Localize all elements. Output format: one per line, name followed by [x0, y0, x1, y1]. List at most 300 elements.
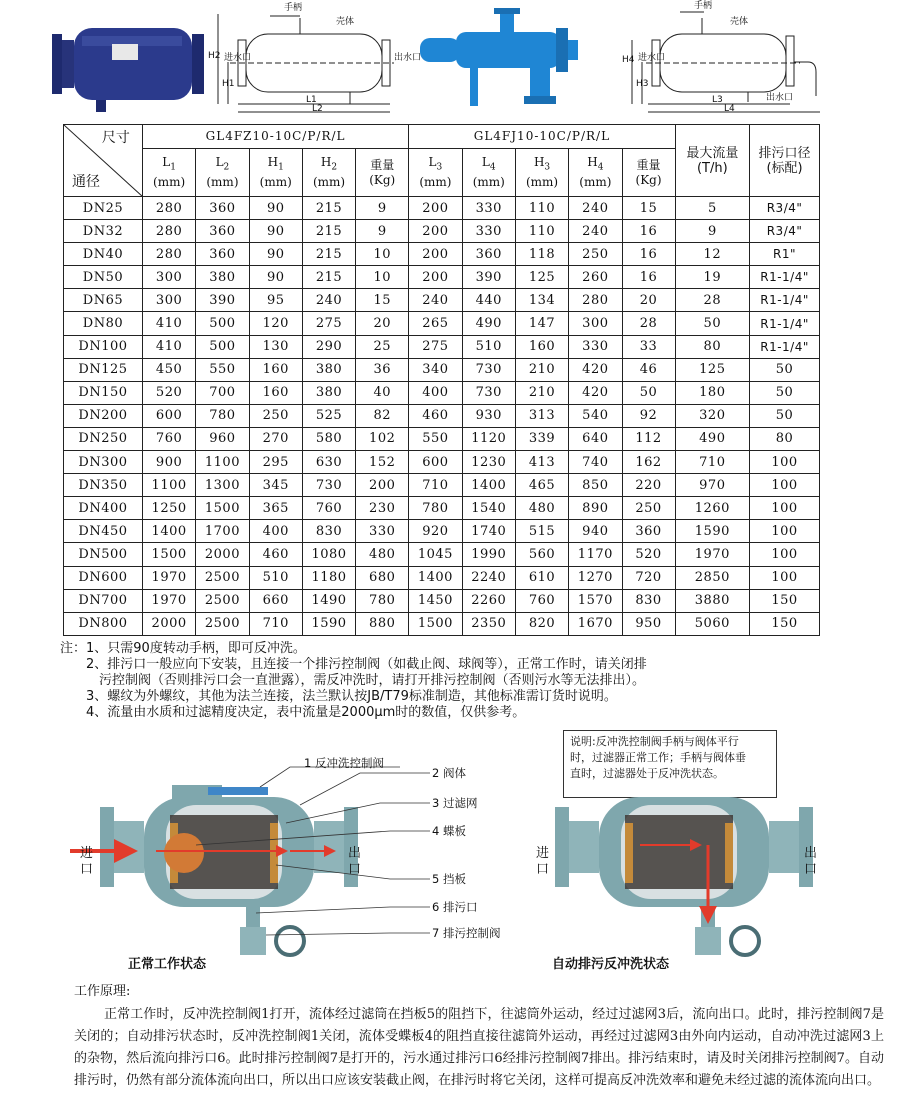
table-cell: 480 — [356, 543, 409, 566]
column-unit: (mm) — [312, 175, 346, 190]
table-cell: 900 — [142, 451, 195, 474]
table-cell: 1170 — [569, 543, 622, 566]
table-cell: 640 — [569, 427, 622, 450]
table-cell: 380 — [302, 381, 355, 404]
explain-line: 时，过滤器正常工作；手柄与阀体垂 — [570, 751, 746, 764]
table-cell: 720 — [622, 566, 675, 589]
dn-cell: DN25 — [64, 197, 143, 220]
table-cell: 90 — [249, 243, 302, 266]
explain-line: 说明:反冲洗控制阀手柄与阀体平行 — [570, 735, 739, 748]
dn-cell: DN300 — [64, 451, 143, 474]
table-cell: 1500 — [142, 543, 195, 566]
table-cell: 1540 — [462, 497, 515, 520]
table-cell: 450 — [142, 358, 195, 381]
table-cell: 2350 — [462, 612, 515, 635]
table-cell: 200 — [409, 220, 462, 243]
table-row — [64, 474, 820, 497]
spec-table — [63, 124, 820, 636]
table-cell: 345 — [249, 474, 302, 497]
table-cell: 510 — [249, 566, 302, 589]
dim-l1: L1 — [306, 95, 317, 105]
corner-size-label: 尺寸 — [101, 130, 130, 146]
table-cell: R3/4" — [750, 220, 820, 243]
inlet-label-normal: 进 口 — [80, 846, 94, 877]
table-row — [64, 543, 820, 566]
table-cell: 970 — [675, 474, 750, 497]
table-cell: 465 — [515, 474, 568, 497]
notes — [60, 641, 890, 721]
table-cell: 275 — [409, 335, 462, 358]
outlet-label-right: 出水口 — [766, 93, 794, 103]
table-cell: 160 — [249, 358, 302, 381]
table-cell: 1400 — [409, 566, 462, 589]
table-cell: 960 — [196, 427, 249, 450]
table-cell: 1450 — [409, 589, 462, 612]
table-cell: 250 — [249, 404, 302, 427]
table-cell: 540 — [569, 404, 622, 427]
table-row — [64, 451, 820, 474]
table-cell: 1500 — [196, 497, 249, 520]
table-cell: 1970 — [675, 543, 750, 566]
table-cell: 360 — [462, 243, 515, 266]
dn-cell: DN100 — [64, 335, 143, 358]
shell-label: 壳体 — [336, 17, 355, 27]
table-cell: 102 — [356, 427, 409, 450]
table-cell: 80 — [675, 335, 750, 358]
table-cell: 90 — [249, 220, 302, 243]
table-cell: 290 — [302, 335, 355, 358]
column-header — [249, 149, 302, 197]
table-cell: 5060 — [675, 612, 750, 635]
table-cell: 50 — [750, 381, 820, 404]
table-cell: 280 — [569, 289, 622, 312]
table-cell: 50 — [750, 404, 820, 427]
column-symbol: 重量 — [636, 157, 661, 172]
table-cell: 100 — [750, 451, 820, 474]
table-cell: 460 — [249, 543, 302, 566]
dn-cell: DN125 — [64, 358, 143, 381]
outlet-label-backwash: 出 口 — [804, 846, 818, 877]
table-cell: 250 — [569, 243, 622, 266]
table-cell: 50 — [622, 381, 675, 404]
table-cell: 230 — [356, 497, 409, 520]
note-line: 污控制阀（否则排污口会一直泄露），需反冲洗时，请打开排污控制阀（否则污水等无法排出）。 — [60, 673, 646, 688]
table-cell: 550 — [409, 427, 462, 450]
table-cell: 390 — [462, 266, 515, 289]
table-cell: 280 — [142, 220, 195, 243]
table-cell: 1970 — [142, 566, 195, 589]
table-cell: 10 — [356, 243, 409, 266]
table-cell: 1120 — [462, 427, 515, 450]
table-cell: 100 — [750, 497, 820, 520]
table-cell: 500 — [196, 335, 249, 358]
table-cell: 515 — [515, 520, 568, 543]
table-cell: 36 — [356, 358, 409, 381]
table-cell: 134 — [515, 289, 568, 312]
table-cell: 160 — [515, 335, 568, 358]
table-cell: 490 — [675, 427, 750, 450]
table-cell: 180 — [675, 381, 750, 404]
table-cell: 260 — [569, 266, 622, 289]
backwash-state-diagram — [555, 797, 813, 955]
column-unit: (mm) — [153, 175, 186, 190]
table-cell: 2500 — [196, 612, 249, 635]
table-cell: 480 — [515, 497, 568, 520]
table-cell: 1270 — [569, 566, 622, 589]
corner-dn-label: 通径 — [72, 174, 100, 190]
table-cell: 147 — [515, 312, 568, 335]
table-cell: 820 — [515, 612, 568, 635]
inlet-label-right: 进水口 — [638, 53, 666, 63]
callout-baffle: 5 挡板 — [432, 872, 466, 886]
table-cell: 520 — [142, 381, 195, 404]
column-header — [196, 149, 249, 197]
table-cell: 16 — [622, 243, 675, 266]
column-unit: (mm) — [525, 175, 559, 190]
outlet-label-normal: 出 口 — [348, 846, 362, 877]
table-cell: 830 — [302, 520, 355, 543]
table-cell: 360 — [622, 520, 675, 543]
table-cell: 1670 — [569, 612, 622, 635]
table-cell: 710 — [675, 451, 750, 474]
column-symbol: L — [215, 154, 224, 169]
table-cell: 320 — [675, 404, 750, 427]
callout-backwash-valve: 1 反冲洗控制阀 — [304, 756, 384, 770]
table-cell: 1570 — [569, 589, 622, 612]
column-symbol: H — [267, 154, 279, 169]
table-cell: 700 — [196, 381, 249, 404]
table-cell: 1230 — [462, 451, 515, 474]
dn-cell: DN200 — [64, 404, 143, 427]
table-cell: 580 — [302, 427, 355, 450]
table-row — [64, 497, 820, 520]
dn-cell: DN40 — [64, 243, 143, 266]
group-header-fj: GL4FJ10-10C/P/R/L — [409, 125, 675, 149]
table-cell: 760 — [142, 427, 195, 450]
table-cell: 3880 — [675, 589, 750, 612]
table-cell: R1-1/4" — [750, 312, 820, 335]
table-cell: 525 — [302, 404, 355, 427]
table-cell: 2000 — [196, 543, 249, 566]
table-cell: 490 — [462, 312, 515, 335]
table-cell: 730 — [462, 358, 515, 381]
table-cell: 25 — [356, 335, 409, 358]
table-cell: 420 — [569, 358, 622, 381]
table-cell: 360 — [196, 243, 249, 266]
table-cell: R1-1/4" — [750, 266, 820, 289]
column-symbol: L — [428, 154, 437, 169]
table-cell: 1100 — [142, 474, 195, 497]
table-cell: 28 — [675, 289, 750, 312]
table-cell: 340 — [409, 358, 462, 381]
table-cell: 80 — [750, 427, 820, 450]
column-symbol: H — [320, 154, 332, 169]
column-unit: (mm) — [419, 175, 452, 190]
table-cell: 9 — [356, 220, 409, 243]
filter-photo-blue — [420, 8, 578, 106]
column-subscript: 3 — [436, 162, 443, 173]
explain-line: 直时，过滤器处于反冲洗状态。 — [570, 767, 724, 780]
table-cell: 280 — [142, 243, 195, 266]
table-cell: 220 — [622, 474, 675, 497]
table-cell: 5 — [675, 197, 750, 220]
table-cell: 760 — [302, 497, 355, 520]
table-cell: 95 — [249, 289, 302, 312]
table-row — [64, 243, 820, 266]
table-cell: 440 — [462, 289, 515, 312]
table-cell: 780 — [409, 497, 462, 520]
table-cell: 265 — [409, 312, 462, 335]
table-cell: 120 — [249, 312, 302, 335]
table-cell: 152 — [356, 451, 409, 474]
table-cell: 2000 — [142, 612, 195, 635]
table-cell: 150 — [750, 589, 820, 612]
table-cell: 1300 — [196, 474, 249, 497]
table-cell: 215 — [302, 197, 355, 220]
dim-h1: H1 — [222, 79, 235, 89]
group-header-fz: GL4FZ10-10C/P/R/L — [142, 125, 408, 149]
handle-label-right: 手柄 — [694, 1, 713, 11]
table-cell: 400 — [409, 381, 462, 404]
table-cell: 280 — [142, 197, 195, 220]
table-cell: 1490 — [302, 589, 355, 612]
table-row — [64, 358, 820, 381]
table-cell: 9 — [675, 220, 750, 243]
corner-cell — [64, 125, 143, 197]
table-cell: 100 — [750, 474, 820, 497]
table-cell: 365 — [249, 497, 302, 520]
table-cell: 1500 — [409, 612, 462, 635]
max-flow-header: 最大流量 (T/h) — [675, 125, 750, 197]
dn-cell: DN150 — [64, 381, 143, 404]
table-cell: 380 — [302, 358, 355, 381]
table-cell: 15 — [356, 289, 409, 312]
table-row — [64, 312, 820, 335]
table-cell: R1-1/4" — [750, 289, 820, 312]
table-cell: 162 — [622, 451, 675, 474]
dim-l2: L2 — [312, 104, 323, 114]
table-cell: 1590 — [675, 520, 750, 543]
table-cell: 110 — [515, 197, 568, 220]
dim-h3: H3 — [636, 79, 649, 89]
note-line: 4、流量由水质和过滤精度决定，表中流量是2000μm时的数值，仅供参考。 — [60, 705, 526, 720]
table-row — [64, 566, 820, 589]
table-cell: 630 — [302, 451, 355, 474]
column-symbol: L — [481, 154, 490, 169]
column-unit: (Kg) — [635, 172, 662, 187]
table-cell: 125 — [515, 266, 568, 289]
column-subscript: 2 — [331, 162, 338, 173]
dn-cell: DN500 — [64, 543, 143, 566]
note-line: 2、排污口一般应向下安装，且连接一个排污控制阀（如截止阀、球阀等），正常工作时，请关闭排 — [60, 657, 647, 672]
inlet-label-backwash: 进 口 — [536, 846, 550, 877]
table-cell: 100 — [750, 566, 820, 589]
table-cell: 19 — [675, 266, 750, 289]
table-cell: 20 — [356, 312, 409, 335]
table-cell: 118 — [515, 243, 568, 266]
table-cell: 46 — [622, 358, 675, 381]
table-cell: 420 — [569, 381, 622, 404]
table-cell: 240 — [569, 197, 622, 220]
table-row — [64, 220, 820, 243]
table-cell: 1700 — [196, 520, 249, 543]
dim-h4: H4 — [622, 55, 635, 65]
column-symbol: 重量 — [370, 157, 395, 172]
handle-label: 手柄 — [284, 3, 303, 13]
table-cell: 33 — [622, 335, 675, 358]
column-subscript: 2 — [223, 162, 230, 173]
table-cell: 850 — [569, 474, 622, 497]
drain-size-header: 排污口径 (标配) — [750, 125, 820, 197]
table-cell: 20 — [622, 289, 675, 312]
table-cell: 360 — [196, 197, 249, 220]
column-subscript: 1 — [278, 162, 284, 173]
table-cell: R3/4" — [750, 197, 820, 220]
table-row — [64, 289, 820, 312]
table-cell: 380 — [196, 266, 249, 289]
outlet-label-top: 出水口 — [394, 53, 422, 63]
table-cell: 200 — [409, 197, 462, 220]
table-cell: 740 — [569, 451, 622, 474]
callout-drain: 6 排污口 — [432, 900, 478, 914]
table-cell: 1740 — [462, 520, 515, 543]
column-header — [409, 149, 462, 197]
dn-cell: DN50 — [64, 266, 143, 289]
table-cell: 240 — [409, 289, 462, 312]
dn-cell: DN65 — [64, 289, 143, 312]
table-cell: 240 — [302, 289, 355, 312]
table-cell: 920 — [409, 520, 462, 543]
backwash-state-caption: 自动排污反冲洗状态 — [552, 957, 670, 972]
column-subscript: 1 — [170, 162, 176, 173]
dn-cell: DN32 — [64, 220, 143, 243]
table-cell: 413 — [515, 451, 568, 474]
table-cell: 240 — [569, 220, 622, 243]
column-header — [622, 149, 675, 197]
table-row — [64, 266, 820, 289]
table-cell: 1260 — [675, 497, 750, 520]
table-row — [64, 197, 820, 220]
table-cell: 710 — [249, 612, 302, 635]
column-header — [515, 149, 568, 197]
table-cell: 270 — [249, 427, 302, 450]
table-cell: 2850 — [675, 566, 750, 589]
dn-cell: DN700 — [64, 589, 143, 612]
dn-cell: DN80 — [64, 312, 143, 335]
table-cell: 313 — [515, 404, 568, 427]
table-cell: 1400 — [462, 474, 515, 497]
table-cell: 339 — [515, 427, 568, 450]
dn-cell: DN250 — [64, 427, 143, 450]
product-figures — [0, 0, 900, 118]
table-cell: 940 — [569, 520, 622, 543]
column-symbol: H — [533, 154, 545, 169]
table-cell: 830 — [622, 589, 675, 612]
filter-photo-navy — [52, 28, 204, 112]
table-cell: 2240 — [462, 566, 515, 589]
table-cell: 330 — [356, 520, 409, 543]
column-unit: (mm) — [206, 175, 239, 190]
table-cell: 600 — [142, 404, 195, 427]
table-row — [64, 612, 820, 635]
table-cell: 1990 — [462, 543, 515, 566]
column-unit: (mm) — [579, 175, 612, 190]
table-cell: 460 — [409, 404, 462, 427]
table-cell: R1" — [750, 243, 820, 266]
column-header — [356, 149, 409, 197]
table-cell: 1400 — [142, 520, 195, 543]
table-cell: 200 — [409, 266, 462, 289]
note-line: 3、螺纹为外螺纹，其他为法兰连接，法兰默认按JB/T79标准制造，其他标准需订货时说明。 — [60, 689, 617, 704]
table-cell: 1100 — [196, 451, 249, 474]
table-cell: 92 — [622, 404, 675, 427]
table-cell: 510 — [462, 335, 515, 358]
table-row — [64, 520, 820, 543]
table-cell: 780 — [196, 404, 249, 427]
callout-drain-valve: 7 排污控制阀 — [432, 926, 501, 940]
table-cell: 130 — [249, 335, 302, 358]
table-cell: 330 — [462, 220, 515, 243]
table-cell: 90 — [249, 197, 302, 220]
dim-h2: H2 — [208, 51, 221, 61]
table-cell: 680 — [356, 566, 409, 589]
table-cell: 160 — [249, 381, 302, 404]
table-cell: 550 — [196, 358, 249, 381]
table-cell: 210 — [515, 358, 568, 381]
table-cell: 300 — [142, 266, 195, 289]
table-cell: 610 — [515, 566, 568, 589]
table-cell: 100 — [750, 543, 820, 566]
inlet-label-top: 进水口 — [224, 53, 252, 63]
column-symbol: H — [587, 154, 598, 169]
principle-text: 正常工作时，反冲洗控制阀1打开，流体经过滤筒在挡板5的阻挡下，往滤筒外运动，经过过滤网3后，流向出口。此时，排污控制阀7是关闭的；自动排污状态时，反冲洗控制阀1关闭，流体受蝶板4的阻挡直接往滤筒外运动，再经过过滤网3由外向内运动，自动冲洗过滤网3上的杂物，然后流向排污口6。此时排污控制阀7是打开的，污水通过排污口6经排污控制阀7排出。排污结束时，请及时关闭排污控制阀7。自动排污时，仍然有部分流体流向出口，所以出口应该安装截止阀，在排污时将它关闭，这样可提高反冲洗效率和避免未经过滤的流体流向出口。 — [74, 1007, 884, 1088]
table-cell: 215 — [302, 220, 355, 243]
table-cell: 300 — [142, 289, 195, 312]
table-cell: 730 — [462, 381, 515, 404]
table-cell: 880 — [356, 612, 409, 635]
callout-butterfly-plate: 4 蝶板 — [432, 824, 466, 838]
dn-cell: DN350 — [64, 474, 143, 497]
table-cell: 2500 — [196, 589, 249, 612]
table-cell: 710 — [409, 474, 462, 497]
dn-cell: DN450 — [64, 520, 143, 543]
table-row — [64, 381, 820, 404]
table-cell: 295 — [249, 451, 302, 474]
table-cell: 300 — [569, 312, 622, 335]
table-cell: 40 — [356, 381, 409, 404]
table-cell: 10 — [356, 266, 409, 289]
shell-label-right: 壳体 — [730, 17, 749, 27]
table-row — [64, 404, 820, 427]
table-cell: 250 — [622, 497, 675, 520]
dn-cell: DN600 — [64, 566, 143, 589]
table-cell: 730 — [302, 474, 355, 497]
column-header — [569, 149, 622, 197]
table-cell: 110 — [515, 220, 568, 243]
table-cell: 28 — [622, 312, 675, 335]
table-row — [64, 589, 820, 612]
dn-cell: DN400 — [64, 497, 143, 520]
column-unit: (mm) — [472, 175, 505, 190]
callout-body: 2 阀体 — [432, 766, 466, 780]
column-unit: (Kg) — [369, 172, 396, 187]
table-cell: 760 — [515, 589, 568, 612]
principle-title: 工作原理: — [74, 984, 131, 999]
table-cell: 16 — [622, 266, 675, 289]
working-principle — [74, 981, 884, 1092]
column-subscript: 4 — [489, 162, 496, 173]
table-cell: 410 — [142, 312, 195, 335]
